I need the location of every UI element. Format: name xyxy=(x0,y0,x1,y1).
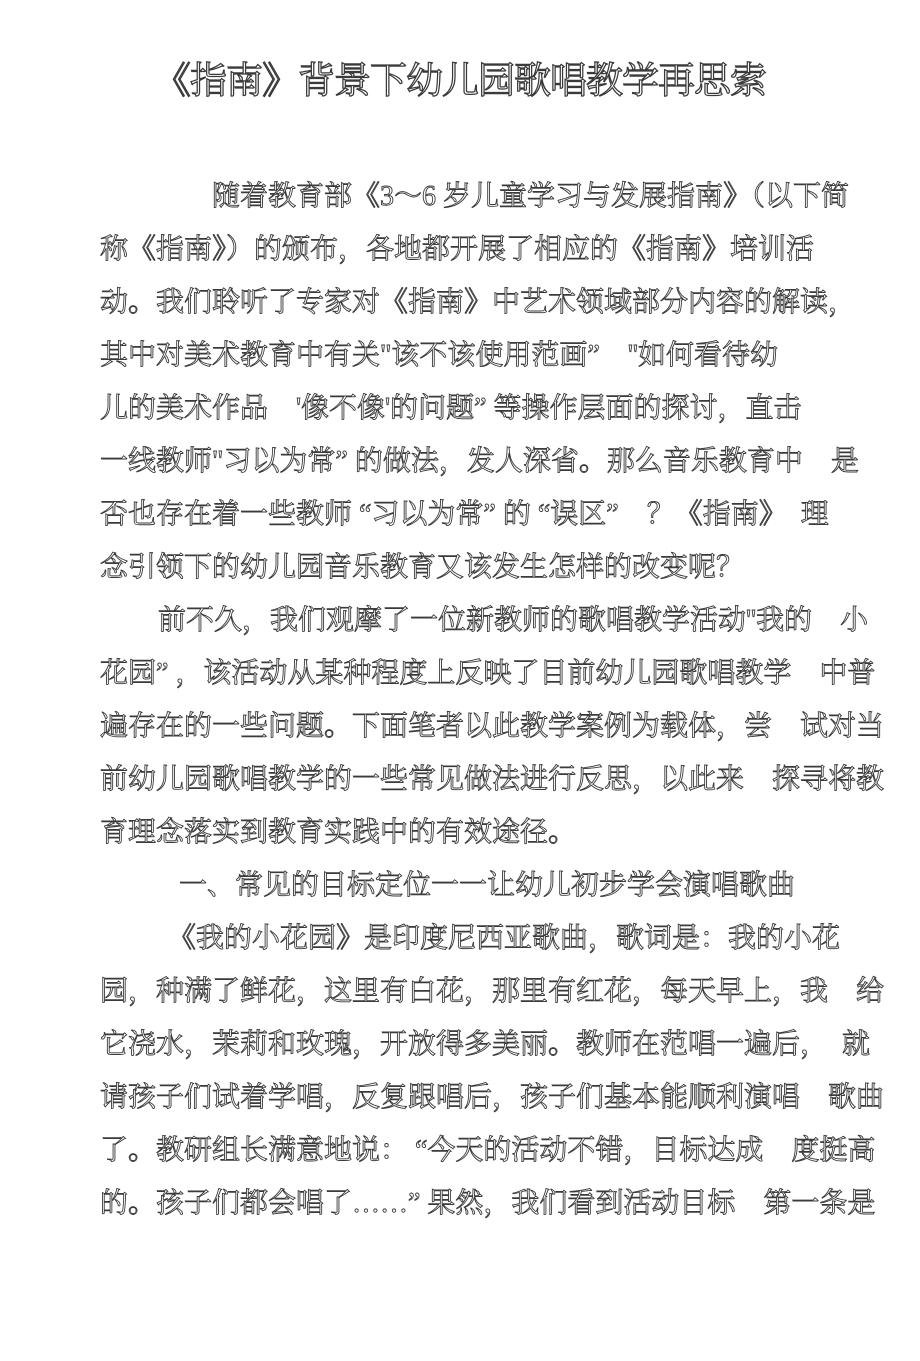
text-line: 儿的美术作品 '像不像'的问题” 等操作层面的探讨，直击 xyxy=(100,393,802,424)
text-line: 请孩子们试着学唱，反复跟唱后，孩子们基本能顺利演唱 歌曲 xyxy=(100,1082,885,1113)
text-line: 一、常见的目标定位一一让幼儿初步学会演唱歌曲 xyxy=(179,870,796,901)
text-line: 称《指南》）的颁布，各地都开展了相应的《指南》培训活 xyxy=(100,234,815,265)
text-line: 一线教师"习以为常” 的做法，发人深省。那么音乐教育中 是 xyxy=(100,446,859,477)
text-line: 遍存在的一些问题。下面笔者以此教学案例为载体，尝 试对当 xyxy=(100,711,885,742)
document-body xyxy=(100,170,885,1230)
text-line: 随着教育部《3～6 岁儿童学习与发展指南》（以下简 xyxy=(212,181,850,212)
text-line: 念引领下的幼儿园音乐教育又该发生怎样的改变呢？ xyxy=(100,552,745,583)
text-line: 前不久，我们观摩了一位新教师的歌唱教学活动''我的 小 xyxy=(158,605,869,636)
text-line: 的。孩子们都会唱了……” 果然，我们看到活动目标 第一条是 xyxy=(100,1188,876,1219)
text-line: 园，种满了鲜花，这里有白花，那里有红花，每天早上，我 给 xyxy=(100,976,885,1007)
text-line: 《我的小花园》是印度尼西亚歌曲，歌词是：我的小花 xyxy=(168,923,841,954)
text-line: 前幼儿园歌唱教学的一些常见做法进行反思，以此来 探寻将教 xyxy=(100,764,885,795)
text-line: 其中对美术教育中有关"该不该使用范画” ''如何看待幼 xyxy=(100,340,778,371)
text-line: 了。教研组长满意地说： “今天的活动不错，目标达成 度挺高 xyxy=(100,1135,876,1166)
text-line: 花园” ，该活动从某种程度上反映了目前幼儿园歌唱教学 中普 xyxy=(100,658,876,689)
document-title: 《指南》背景下幼儿园歌唱教学再思索 xyxy=(154,61,766,102)
text-line: 动。我们聆听了专家对《指南》中艺术领域部分内容的解读， xyxy=(100,287,857,318)
text-line: 否也存在着一些教师 “习以为常” 的 “误区” ？《指南》 理 xyxy=(100,499,829,530)
text-line: 它浇水，茉莉和玫瑰，开放得多美丽。教师在范唱一遍后， 就 xyxy=(100,1029,871,1060)
text-line: 育理念落实到教育实践中的有效途径。 xyxy=(100,817,577,848)
